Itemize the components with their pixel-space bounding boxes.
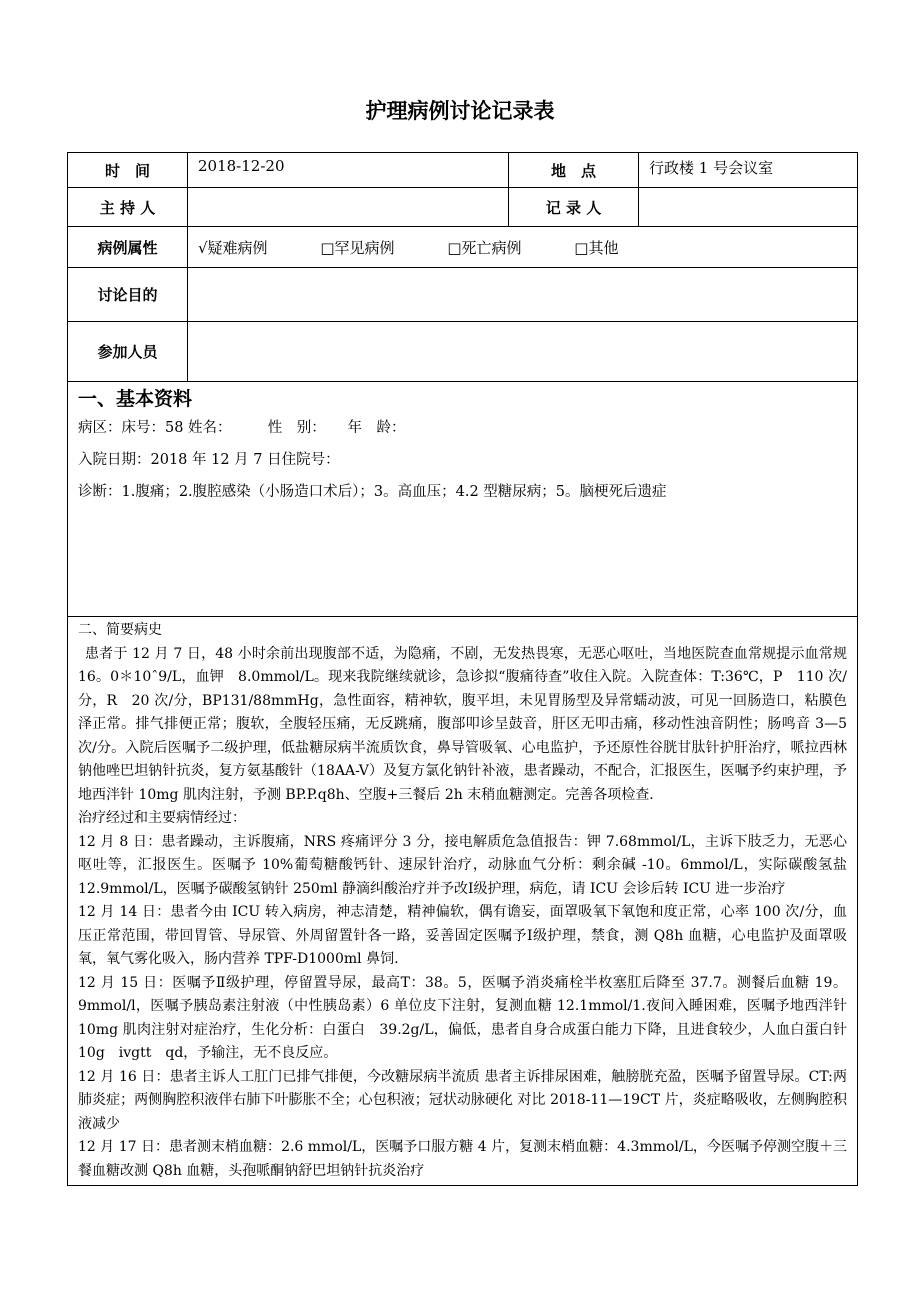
basic-info-heading: 一、基本资料 (78, 388, 193, 410)
participants-label: 参加人员 (68, 322, 188, 382)
case-type-row (68, 227, 858, 268)
page-title: 护理病例讨论记录表 (365, 99, 555, 123)
history-heading: 二、简要病史 (78, 622, 162, 638)
basic-info-section (68, 382, 858, 617)
host-recorder-row (68, 188, 858, 227)
course-heading: 治疗经过和主要病情经过： (78, 810, 246, 826)
history-section (68, 617, 861, 1186)
place-label: 地 点 (509, 153, 639, 188)
option-rare: □罕见病例 (320, 238, 395, 257)
case-type-options (188, 227, 858, 268)
course-entry: 12 月 8 日：患者躁动，主诉腹痛，NRS 疼痛评分 3 分，接电解质危急值报告：钾 7.68mmol/L，主诉下肢乏力，无恶心呕吐等，汇报医生。医嘱予 10%葡萄糖酸钙针、速尿针治疗，动脉血气分析：剩余碱 -10。6mmol/L，实际碳酸氢盐 12.9mmol/L，医嘱予碳酸氢钠针 250ml 静滴纠酸治疗并予改Ⅰ级护理，病危，请 ICU 会诊后转 ICU 进一步治疗 (78, 833, 847, 897)
purpose-label: 讨论目的 (68, 268, 188, 322)
time-place-row (68, 153, 858, 188)
history-row (68, 617, 858, 1186)
option-other: □其他 (574, 238, 619, 257)
recorder-label: 记 录 人 (509, 188, 639, 227)
participants-row (68, 322, 858, 382)
basic-info-ward-line: 病区：床号：58 姓名： 性 别： 年 龄： (78, 420, 406, 436)
place-value: 行政楼 1 号会议室 (639, 153, 858, 188)
participants-value (188, 322, 858, 382)
course-entry: 12 月 16 日：患者主诉人工肛门已排气排便，今改糖尿病半流质 患者主诉排尿困难，触膀胱充盈，医嘱予留置导尿。CT:两肺炎症；两侧胸腔积液伴右肺下叶膨胀不全；心包积液；冠状动脉硬化 对比 2018-11—19CT 片，炎症略吸收，左侧胸腔积液减少 (78, 1068, 847, 1132)
course-entry: 12 月 17 日：患者测末梢血糖：2.6 mmol/L，医嘱予口服方糖 4 片，复测末梢血糖：4.3mmol/L，今医嘱予停测空腹＋三餐血糖改测 Q8h 血糖，头孢哌酮钠舒巴坦钠针抗炎治疗 (78, 1139, 847, 1179)
history-intro: 患者于 12 月 7 日，48 小时余前出现腹部不适，为隐痛，不剧，无发热畏寒，无恶心呕吐，当地医院查血常规提示血常规 16。0＊10ˆ9/L，血钾 8.0mmol/L。现来我院继续就诊，急诊拟“腹痛待查”收住入院。入院查体：T:36℃，P 110 次/分，R 20 次/分，BP131/88mmHg，急性面容，精神软，腹平坦，未见胃肠型及异常蠕动波，可见一回肠造口，粘膜色泽正常。排气排便正常；腹软，全腹轻压痛，无反跳痛，腹部叩诊呈鼓音，肝区无叩击痛，移动性浊音阴性；肠鸣音 3—5 次/分。入院后医嘱予二级护理，低盐糖尿病半流质饮食，鼻导管吸氧、心电监护，予还原性谷胱甘肽针护肝治疗，哌拉西林钠他唑巴坦钠针抗炎，复方氨基酸针（18AA-V）及复方氯化钠针补液，患者躁动，不配合，汇报医生，医嘱予约束护理，予地西泮针 10mg 肌肉注射，予测 BP.P.q8h、空腹+三餐后 2h 末稍血糖测定。完善各项检查. (78, 645, 861, 803)
purpose-row (68, 268, 858, 322)
course-entry: 12 月 15 日：医嘱予Ⅱ级护理，停留置导尿，最高T：38。5，医嘱予消炎痛栓半枚塞肛后降至 37.7。测餐后血糖 19。9mmol/l，医嘱予胰岛素注射液（中性胰岛素）6 单位皮下注射，复测血糖 12.1mmol/1.夜间入睡困难，医嘱予地西泮针 10mg 肌肉注射对症治疗，生化分析：白蛋白 39.2g/L，偏低，患者自身合成蛋白能力下降，且进食较少，人血白蛋白针 10g ivgtt qd，予输注，无不良反应。 (78, 974, 847, 1061)
case-type-label: 病例属性 (68, 227, 188, 268)
case-discussion-form (67, 152, 861, 1186)
course-entry: 12 月 14 日：患者今由 ICU 转入病房，神志清楚，精神偏软，偶有谵妄，面罩吸氧下氧饱和度正常，心率 100 次/分，血压正常范围，带回胃管、导尿管、外周留置针各一路，妥善固定医嘱予Ⅰ级护理，禁食，测 Q8h 血糖，心电监护及面罩吸氧，氧气雾化吸入，肠内营养 TPF-D1000ml 鼻饲. (78, 904, 847, 967)
purpose-value (188, 268, 858, 322)
basic-info-row (68, 382, 858, 617)
host-value (188, 188, 509, 227)
option-difficult: √疑难病例 (198, 238, 268, 257)
time-value: 2018-12-20 (188, 153, 509, 188)
basic-info-admission-line: 入院日期：2018 年 12 月 7 日住院号： (78, 452, 340, 468)
basic-info-diagnosis-line: 诊断：1.腹痛；2.腹腔感染（小肠造口术后）；3。高血压；4.2 型糖尿病；5。脑梗死后遗症 (78, 484, 667, 500)
recorder-value (639, 188, 858, 227)
host-label: 主 持 人 (68, 188, 188, 227)
time-label: 时 间 (68, 153, 188, 188)
option-death: □死亡病例 (447, 238, 522, 257)
